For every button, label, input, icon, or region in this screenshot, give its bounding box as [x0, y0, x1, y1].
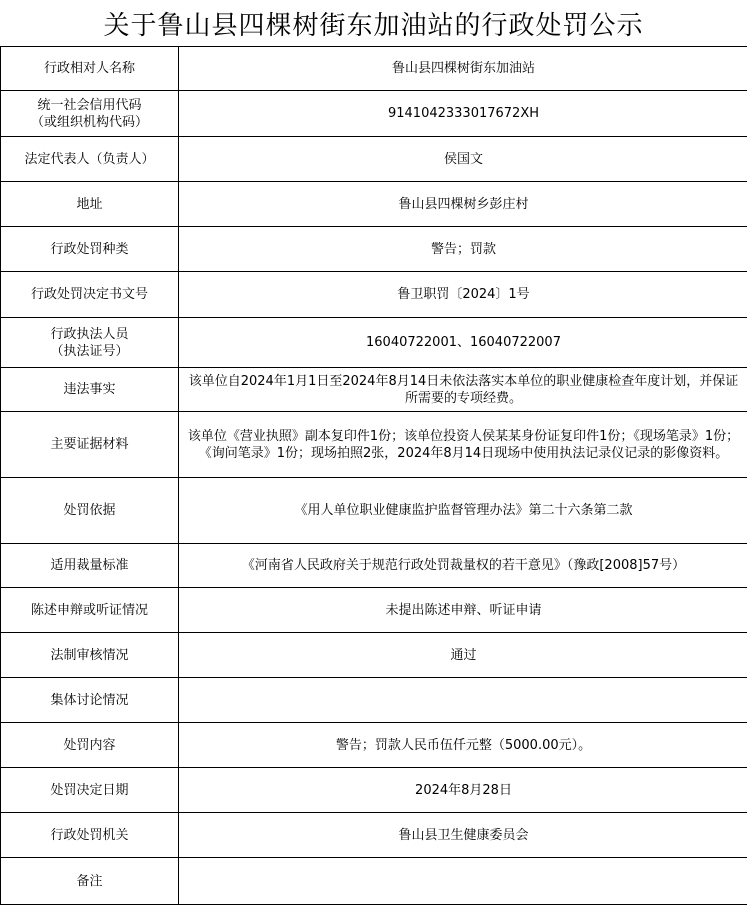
row-value-authority: 鲁山县卫生健康委员会: [179, 813, 747, 858]
row-label-decision-date: 处罚决定日期: [1, 768, 179, 813]
table-row: [1, 768, 747, 813]
row-label-hearing: 陈述申辩或听证情况: [1, 588, 179, 633]
table-row: [1, 227, 747, 272]
row-value-penalty-basis: 《用人单位职业健康监护监督管理办法》第二十六条第二款: [179, 478, 747, 544]
row-value-credit-code: 9141042333017672XH: [179, 91, 747, 137]
table-row: [1, 318, 747, 368]
table-row: [1, 544, 747, 588]
table-row: [1, 412, 747, 478]
row-label-credit-code-text: 统一社会信用代码 （或组织机构代码）: [9, 97, 170, 131]
row-value-enforcers: 16040722001、16040722007: [179, 318, 747, 368]
row-value-penalty-type: 警告；罚款: [179, 227, 747, 272]
table-row: [1, 47, 747, 91]
table-row: [1, 368, 747, 412]
row-label-address: 地址: [1, 182, 179, 227]
row-label-discretion-standard: 适用裁量标准: [1, 544, 179, 588]
table-row: [1, 478, 747, 544]
row-value-violation-facts: 该单位自2024年1月1日至2024年8月14日未依法落实本单位的职业健康检查年度计划，并保证所需要的专项经费。: [179, 368, 747, 412]
row-label-penalty-basis: 处罚依据: [1, 478, 179, 544]
row-value-address: 鲁山县四棵树乡彭庄村: [179, 182, 747, 227]
row-label-authority: 行政处罚机关: [1, 813, 179, 858]
row-label-penalty-content: 处罚内容: [1, 723, 179, 768]
row-value-legal-review: 通过: [179, 633, 747, 678]
table-row: [1, 678, 747, 723]
table-row: [1, 813, 747, 858]
table-row: [1, 91, 747, 137]
row-value-decision-number: 鲁卫职罚〔2024〕1号: [179, 272, 747, 318]
row-value-legal-rep: 侯国文: [179, 137, 747, 182]
row-value-remarks: [179, 858, 747, 905]
row-label-legal-review: 法制审核情况: [1, 633, 179, 678]
row-label-remarks: 备注: [1, 858, 179, 905]
table-row: [1, 182, 747, 227]
row-label-enforcers: [1, 318, 179, 368]
table-row: [1, 588, 747, 633]
row-label-enforcers-text: 行政执法人员 （执法证号）: [9, 326, 170, 360]
row-value-discretion-standard: 《河南省人民政府关于规范行政处罚裁量权的若干意见》（豫政[2008]57号）: [179, 544, 747, 588]
row-label-party-name: 行政相对人名称: [1, 47, 179, 91]
table-row: [1, 858, 747, 905]
row-label-legal-rep: 法定代表人（负责人）: [1, 137, 179, 182]
row-label-credit-code: [1, 91, 179, 137]
table-row: [1, 723, 747, 768]
row-label-violation-facts: 违法事实: [1, 368, 179, 412]
row-value-penalty-content: 警告；罚款人民币伍仟元整（5000.00元）。: [179, 723, 747, 768]
row-value-evidence: 该单位《营业执照》副本复印件1份；该单位投资人侯某某身份证复印件1份；《现场笔录》1份；《询问笔录》1份；现场拍照2张，2024年8月14日现场中使用执法记录仪记录的影像资料。: [179, 412, 747, 478]
table-row: [1, 137, 747, 182]
row-label-evidence: 主要证据材料: [1, 412, 179, 478]
row-label-collective-discussion: 集体讨论情况: [1, 678, 179, 723]
row-value-party-name: 鲁山县四棵树街东加油站: [179, 47, 747, 91]
row-value-collective-discussion: [179, 678, 747, 723]
row-value-decision-date: 2024年8月28日: [179, 768, 747, 813]
penalty-table: [0, 46, 747, 905]
table-row: [1, 633, 747, 678]
row-label-penalty-type: 行政处罚种类: [1, 227, 179, 272]
table-row: [1, 272, 747, 318]
row-value-hearing: 未提出陈述申辩、听证申请: [179, 588, 747, 633]
page-title: 关于鲁山县四棵树街东加油站的行政处罚公示: [0, 0, 747, 46]
row-label-decision-number: 行政处罚决定书文号: [1, 272, 179, 318]
